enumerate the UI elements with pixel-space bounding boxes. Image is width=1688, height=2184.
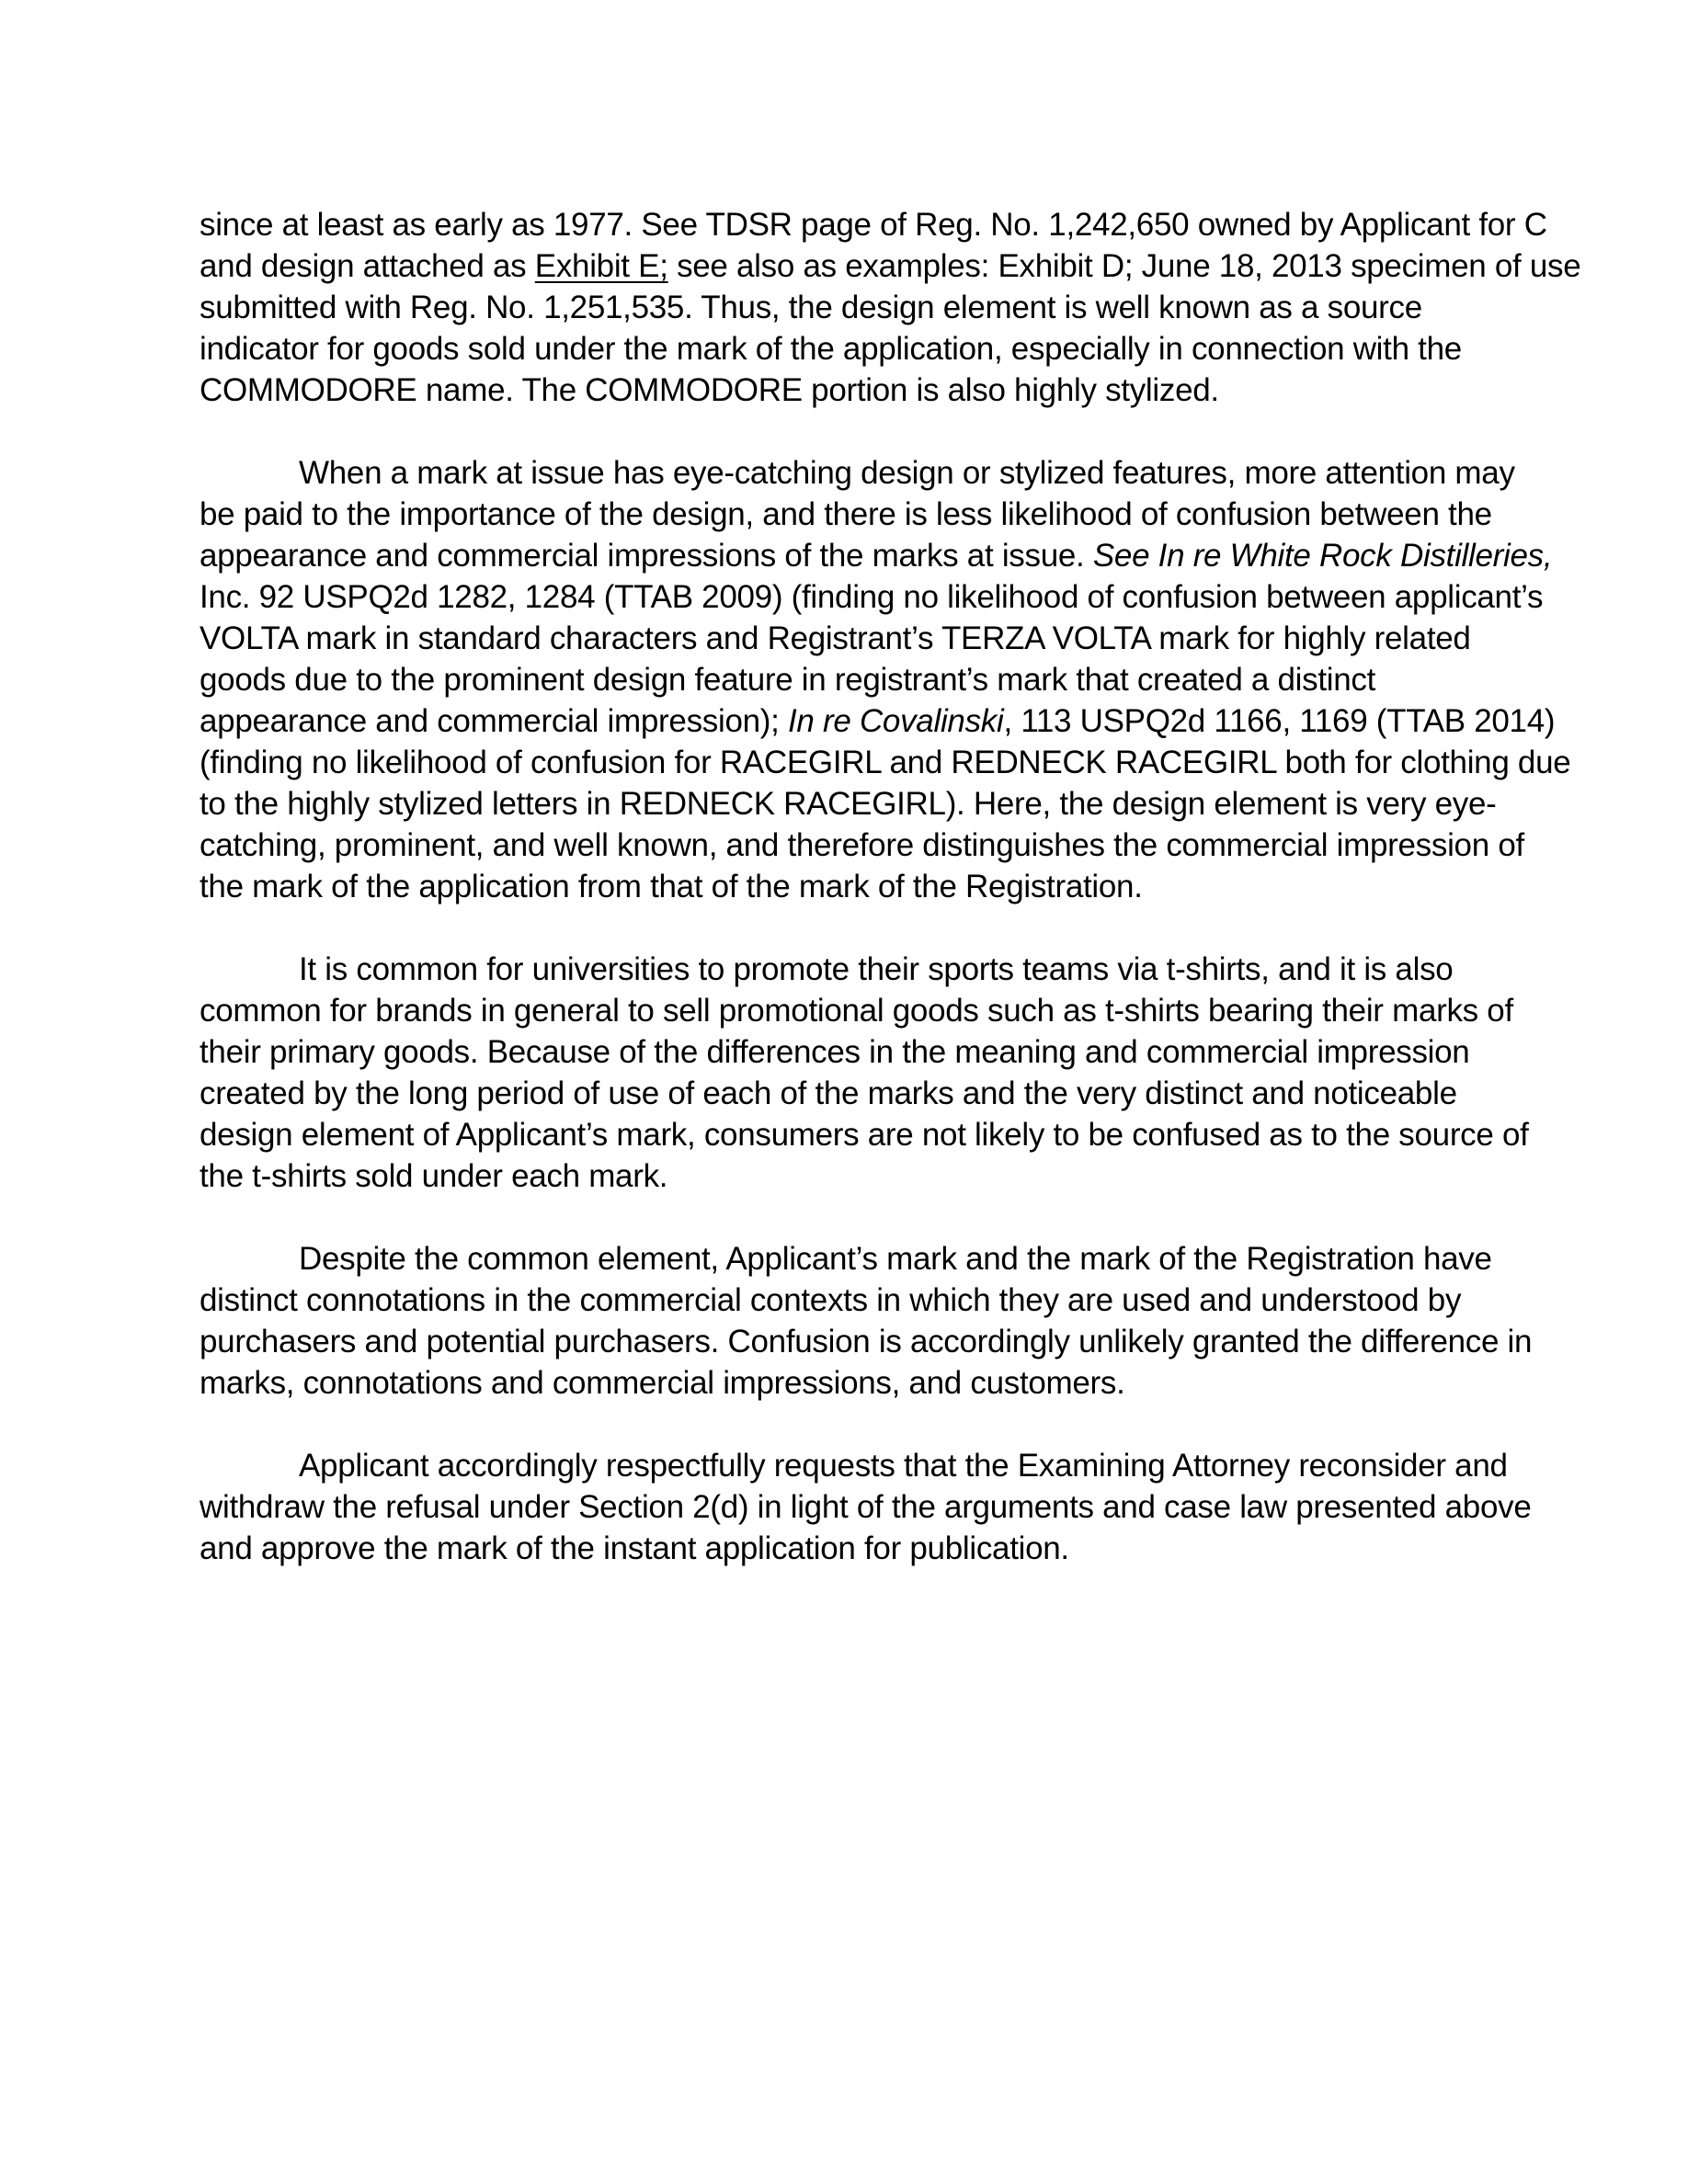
document-line [200, 659, 1490, 700]
document-line [200, 1031, 1490, 1073]
text-run: indicator for goods sold under the mark of the application, especially in connection with the [200, 331, 1462, 367]
text-run: appearance and commercial impression); [200, 703, 788, 739]
document-line [200, 1528, 1490, 1569]
text-run: the mark of the application from that of the mark of the Registration. [200, 869, 1143, 904]
text-run: submitted with Reg. No. 1,251,535. Thus, the design element is well known as a source [200, 290, 1422, 325]
document-line [200, 1280, 1490, 1321]
paragraph-exhibit-evidence [200, 204, 1581, 411]
text-run: since at least as early as 1977. See TDSR page of Reg. No. 1,242,650 owned by Applicant for C [200, 207, 1547, 243]
text-run: COMMODORE name. The COMMODORE portion is also highly stylized. [200, 372, 1219, 408]
document-line [200, 1486, 1532, 1528]
document-line [200, 328, 1490, 370]
text-run: When a mark at issue has eye-catching design or stylized features, more attention may [299, 455, 1515, 491]
document-line [200, 204, 1547, 245]
text-run: catching, prominent, and well known, and therefore distinguishes the commercial impression of [200, 827, 1524, 863]
document-line [200, 825, 1524, 866]
document-line [200, 1155, 1490, 1197]
text-run: their primary goods. Because of the differences in the meaning and commercial impression [200, 1034, 1470, 1070]
document-line [200, 866, 1490, 907]
text-run: design element of Applicant’s mark, consumers are not likely to be confused as to the source of [200, 1117, 1529, 1153]
text-run: withdraw the refusal under Section 2(d) in light of the arguments and case law presented above [200, 1489, 1532, 1525]
text-run: distinct connotations in the commercial contexts in which they are used and understood by [200, 1282, 1462, 1318]
document-line [200, 700, 1556, 742]
document-line [200, 245, 1581, 287]
paragraph-tshirt-promotion [200, 949, 1529, 1197]
document-line [200, 1238, 1490, 1280]
text-run-italic: See In re White Rock Distilleries, [1092, 538, 1553, 574]
text-run: purchasers and potential purchasers. Confusion is accordingly unlikely granted the difference in [200, 1324, 1533, 1359]
document-line [200, 1362, 1490, 1404]
text-run: (finding no likelihood of confusion for RACEGIRL and REDNECK RACEGIRL both for clothing due [200, 745, 1571, 780]
document-line [200, 370, 1490, 411]
text-run-underline: Exhibit E; [534, 248, 668, 284]
text-run: marks, connotations and commercial impressions, and customers. [200, 1365, 1125, 1401]
document-body [200, 204, 1581, 1610]
text-run: and design attached as [200, 248, 535, 284]
document-line [200, 1114, 1529, 1155]
document-line [200, 783, 1497, 825]
text-run: VOLTA mark in standard characters and Registrant’s TERZA VOLTA mark for highly related [200, 620, 1471, 656]
text-run: Inc. 92 USPQ2d 1282, 1284 (TTAB 2009) (finding no likelihood of confusion between applicant’s [200, 579, 1544, 615]
text-run: It is common for universities to promote their sports teams via t-shirts, and it is also [299, 951, 1454, 987]
text-run: Despite the common element, Applicant’s mark and the mark of the Registration have [299, 1241, 1492, 1277]
text-run: see also as examples: Exhibit D; June 18, 2013 specimen of use [667, 248, 1581, 284]
text-run: to the highly stylized letters in REDNECK RACEGIRL). Here, the design element is very eye- [200, 786, 1497, 822]
text-run: created by the long period of use of each of the marks and the very distinct and noticeable [200, 1075, 1457, 1111]
document-line [200, 742, 1571, 783]
text-run-italic: In re Covalinski [788, 703, 1004, 739]
document-line [200, 1445, 1508, 1486]
text-run: the t-shirts sold under each mark. [200, 1158, 668, 1194]
document-line [200, 1321, 1533, 1362]
document-line [200, 535, 1553, 576]
paragraph-distinct-connotations [200, 1238, 1533, 1404]
text-run: Applicant accordingly respectfully requests that the Examining Attorney reconsider and [299, 1448, 1508, 1484]
text-run: common for brands in general to sell promotional goods such as t-shirts bearing their marks of [200, 993, 1513, 1029]
text-run: be paid to the importance of the design, and there is less likelihood of confusion between the [200, 496, 1492, 532]
document-line [200, 990, 1513, 1031]
document-line [200, 576, 1544, 618]
document-line [200, 494, 1490, 535]
paragraph-stylized-features-caselaw [200, 452, 1571, 907]
text-run: appearance and commercial impressions of the marks at issue. [200, 538, 1093, 574]
document-line [200, 287, 1490, 328]
document-line [200, 949, 1490, 990]
text-run: and approve the mark of the instant application for publication. [200, 1530, 1069, 1566]
document-line [200, 618, 1490, 659]
document-line [200, 1073, 1490, 1114]
text-run: , 113 USPQ2d 1166, 1169 (TTAB 2014) [1003, 703, 1556, 739]
text-run: goods due to the prominent design feature in registrant’s mark that created a distinct [200, 662, 1376, 698]
document-line [200, 452, 1515, 494]
paragraph-request-withdrawal [200, 1445, 1532, 1569]
